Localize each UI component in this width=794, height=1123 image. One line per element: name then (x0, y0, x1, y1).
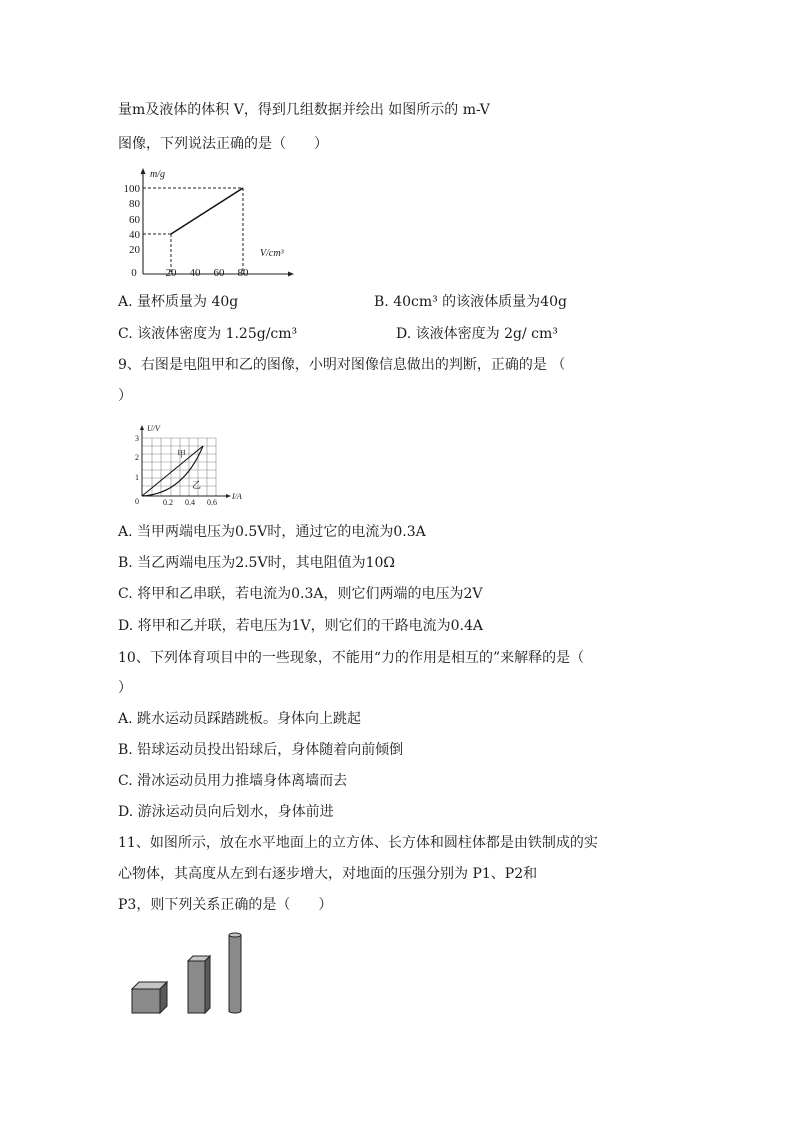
q8-stem-line2: 图像，下列说法正确的是（ ） (118, 136, 328, 152)
ui-graph (128, 422, 252, 508)
curve-jia-label: 甲 (177, 449, 187, 459)
mv-x-tick: 60 (213, 267, 225, 279)
mv-y-tick: 20 (129, 244, 140, 256)
mv-y-tick: 100 (123, 183, 140, 195)
mv-x-arrow (288, 272, 294, 277)
q9-option-c: C. 将甲和乙串联，若电流为0.3A，则它们两端的电压为2V (118, 586, 483, 602)
q8-stem-line1: 量m及液体的体积 V，得到几组数据并绘出 如图所示的 m-V (118, 102, 490, 118)
q10-stem-line2: ） (118, 680, 132, 696)
mv-y-tick: 80 (129, 198, 140, 210)
cube-solid (132, 982, 167, 1013)
q8-option-c: C. 该液体密度为 1.25g/cm³ (118, 326, 298, 342)
mv-x-tick: 80 (237, 267, 249, 279)
ui-x-tick: 0.6 (207, 498, 217, 507)
ui-x-label: I/A (232, 492, 242, 501)
mv-y-tick: 40 (129, 229, 140, 241)
mv-y-arrow (141, 168, 146, 174)
q9-stem-line1: 9、右图是电阻甲和乙的图像，小明对图像信息做出的判断，正确的是 （ (118, 357, 566, 373)
ui-y-tick: 1 (135, 473, 139, 482)
q9-option-a: A. 当甲两端电压为0.5V时，通过它的电流为0.3A (118, 524, 426, 540)
iron-solids-figure (128, 928, 248, 1018)
ui-y-tick: 2 (135, 453, 139, 462)
ui-x-tick: 0.4 (185, 498, 195, 507)
q8-option-a: A. 量杯质量为 40g (118, 294, 239, 310)
q10-option-d: D. 游泳运动员向后划水，身体前进 (118, 804, 334, 820)
q8-option-d: D. 该液体密度为 2g/ cm³ (396, 326, 558, 342)
q11-stem-line2: 心物体，其高度从左到右逐步增大，对地面的压强分别为 P1、P2和 (118, 866, 538, 882)
mv-x-label: V/cm³ (260, 248, 284, 259)
q9-stem-line2: ） (118, 388, 132, 404)
ui-x-arrow (226, 494, 231, 498)
q9-option-b: B. 当乙两端电压为2.5V时，其电阻值为10Ω (118, 555, 395, 571)
ui-y-tick: 3 (135, 434, 139, 443)
mv-x-tick: 20 (165, 267, 177, 279)
cylinder-solid (229, 933, 241, 1013)
q10-option-a: A. 跳水运动员踩踏跳板。身体向上跳起 (118, 711, 362, 727)
q10-option-c: C. 滑冰运动员用力推墙身体离墙而去 (118, 773, 348, 789)
q11-stem-line1: 11、如图所示，放在水平地面上的立方体、长方体和圆柱体都是由铁制成的实 (118, 835, 598, 851)
ui-y-arrow (140, 425, 144, 430)
q8-option-b: B. 40cm³ 的该液体质量为40g (374, 294, 567, 310)
q10-option-b: B. 铅球运动员投出铅球后，身体随着向前倾倒 (118, 742, 404, 758)
mv-graph (118, 168, 298, 280)
cuboid-solid (188, 956, 210, 1013)
mv-y-label: m/g (150, 169, 165, 180)
ui-y-label: U/V (147, 424, 160, 433)
q10-stem-line1: 10、下列体育项目中的一些现象，不能用“力的作用是相互的”来解释的是（ (118, 650, 585, 666)
curve-yi-label: 乙 (192, 480, 202, 490)
q9-option-d: D. 将甲和乙并联，若电压为1V，则它们的干路电流为0.4A (118, 618, 484, 634)
q11-stem-line3: P3，则下列关系正确的是（ ） (118, 897, 333, 913)
mv-y-tick: 60 (129, 214, 140, 226)
mv-x-tick: 0 (131, 267, 137, 279)
mv-line (171, 188, 243, 234)
ui-x-tick: 0.2 (163, 498, 173, 507)
mv-x-tick: 40 (189, 267, 201, 279)
ui-y-tick: 0 (135, 497, 139, 506)
